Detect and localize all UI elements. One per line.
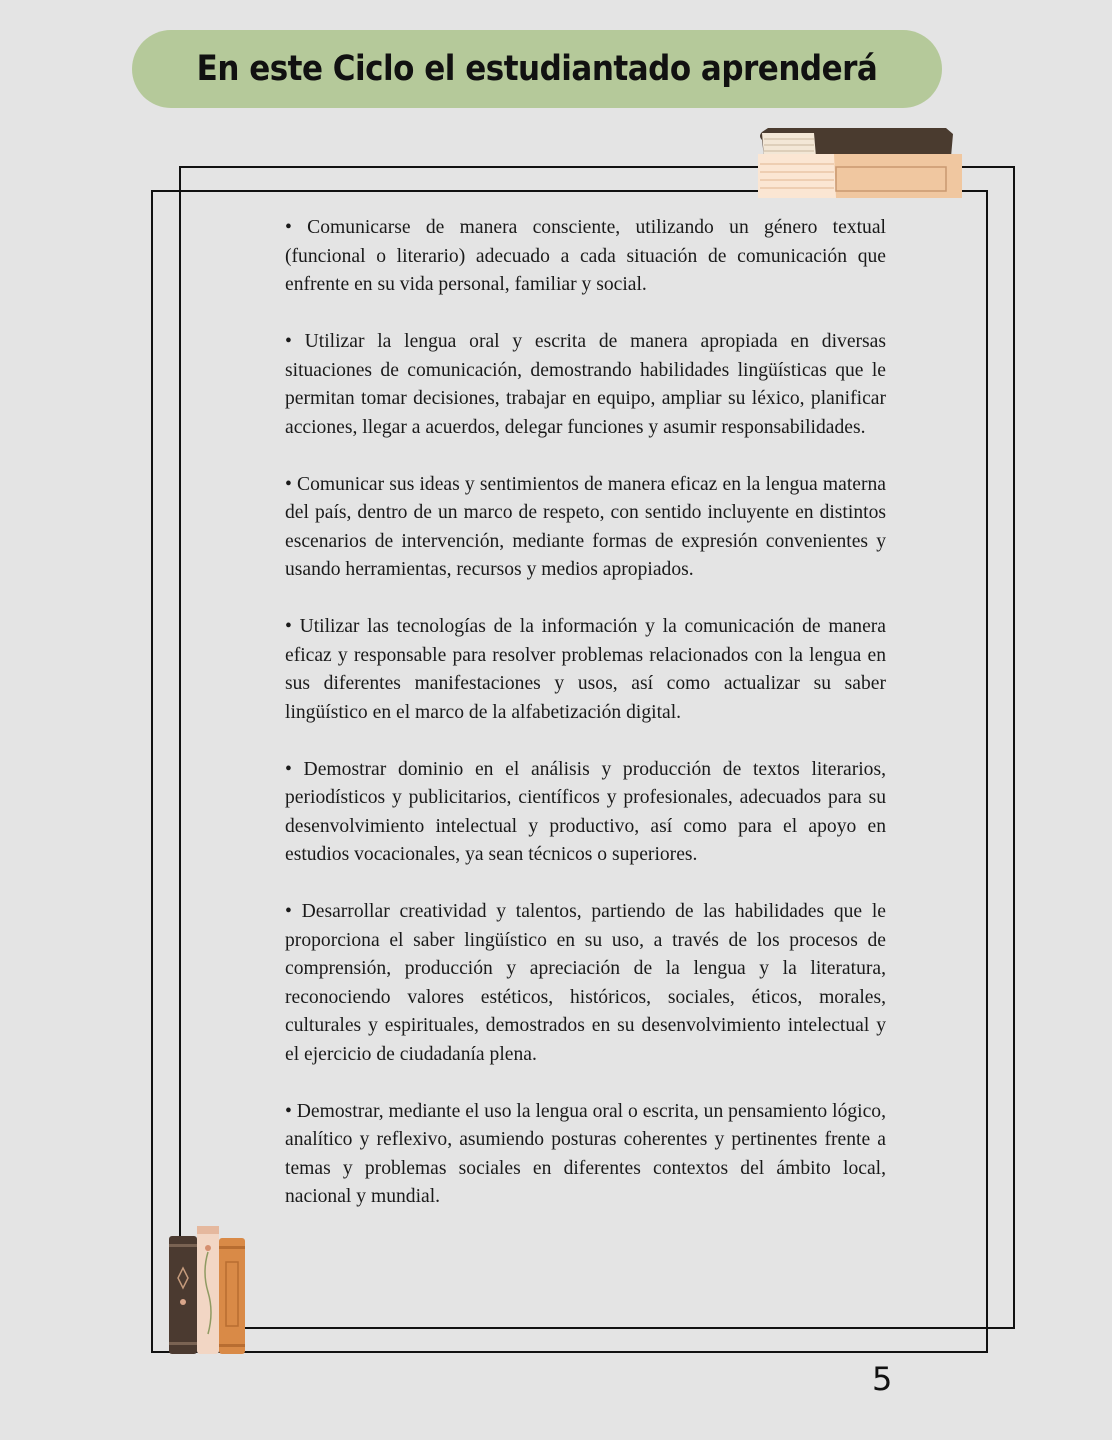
stacked-books-icon [756, 124, 966, 202]
list-item: • Desarrollar creatividad y talentos, partiendo de las habilidades que le proporciona el saber lingüístico en su uso, a través de los procesos de comprensión, producción y apreciación de la lengua y la literatura, reconociendo valores estéticos, históricos, sociales, éticos, morales, culturales y espirituales, demostrados en su desenvolvimiento intelectual y el ejercicio de ciudadanía plena. [285, 901, 886, 1065]
list-item: • Utilizar la lengua oral y escrita de manera apropiada en diversas situaciones de comunicación, demostrando habilidades lingüísticas que le permitan tomar decisiones, trabajar en equipo, ampliar su léxico, planificar acciones, llegar a acuerdos, delegar funciones y asumir responsabilidades. [285, 331, 886, 438]
list-item: • Demostrar, mediante el uso la lengua oral o escrita, un pensamiento lógico, analítico y reflexivo, asumiendo posturas coherentes y pertinentes frente a temas y problemas sociales en diferentes contextos del ámbito local, nacional y mundial. [285, 1100, 886, 1207]
title-banner [132, 30, 942, 108]
list-item: • Comunicar sus ideas y sentimientos de manera eficaz en la lengua materna del país, dentro de un marco de respeto, con sentido incluyente en distintos escenarios de intervención, mediante formas de expresión convenientes y usando herramientas, recursos y medios apropiados. [285, 473, 886, 580]
page-number: 5 [872, 1360, 893, 1398]
list-item: • Demostrar dominio en el análisis y producción de textos literarios, periodísticos y publicitarios, científicos y profesionales, adecuados para su desenvolvimiento intelectual y productivo, así como para el apoyo en estudios vocacionales, ya sean técnicos o superiores. [285, 758, 886, 865]
learning-outcomes-list [285, 214, 886, 1212]
page-title: En este Ciclo el estudiantado aprenderá [196, 48, 878, 90]
list-item: • Utilizar las tecnologías de la información y la comunicación de manera eficaz y responsable para resolver problemas relacionados con la lengua en sus diferentes manifestaciones y usos, así como actualizar su saber lingüístico en el marco de la alfabetización digital. [285, 616, 886, 723]
standing-books-icon [166, 1222, 250, 1356]
list-item: • Comunicarse de manera consciente, utilizando un género textual (funcional o literario) adecuado a cada situación de comunicación que enfrente en su vida personal, familiar y social. [285, 217, 886, 295]
